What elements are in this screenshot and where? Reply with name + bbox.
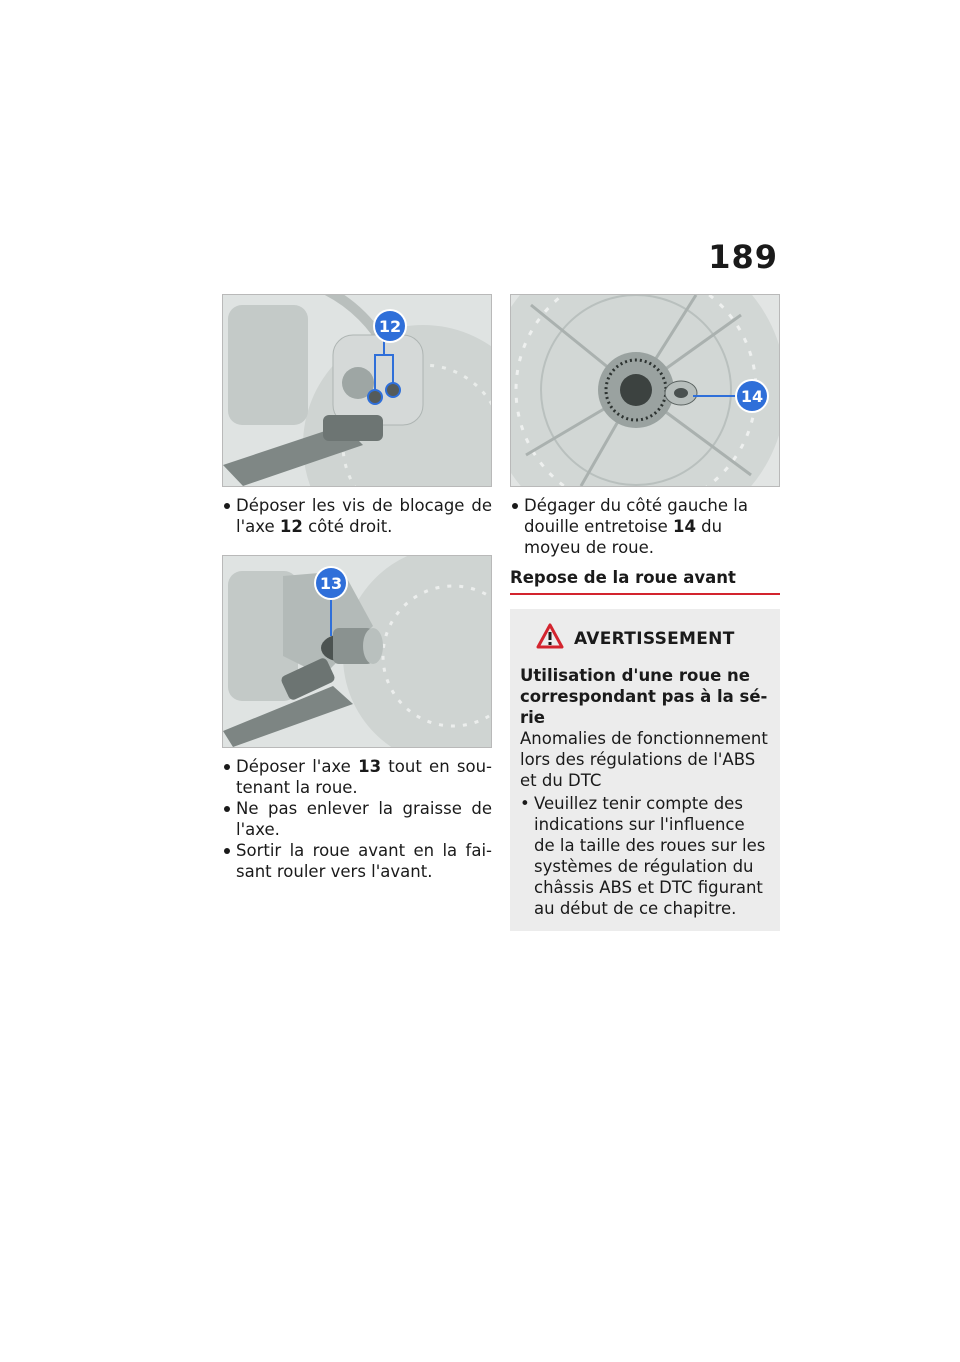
step-keep-grease: Ne pas enlever la graisse de l'axe. [222,798,492,840]
figure-front-axle [222,555,492,748]
ref-14: 14 [672,517,696,536]
step-remove-clamp-bolts: Déposer les vis de blocage de l'axe 12 côté droit. [222,495,492,537]
warning-label: AVERTISSEMENT [574,628,735,649]
figure-spacer-sleeve [510,294,780,487]
step-remove-spacer: Dégager du côté gauche la douille entretoise 14 du moyeu de roue. [510,495,780,558]
left-column [222,294,492,882]
callout-13-badge: 13 [316,568,346,598]
warning-triangle-icon [536,623,564,655]
section-title: Repose de la roue avant [510,568,780,595]
step-remove-axle: Déposer l'axe 13 tout en sou-tenant la roue. [222,756,492,798]
callout-14-badge: 14 [737,381,767,411]
page-number: 189 [708,238,778,276]
warning-header [520,623,770,655]
ref-12: 12 [279,517,303,536]
warning-body: Anomalies de fonctionnement lors des régulations de l'ABS et du DTC [520,729,768,790]
warning-title: Utilisation d'une roue ne correspondant pas à la sé-rie [520,666,768,727]
steps-list-2 [222,756,492,882]
figure-axle-clamp-bolts [222,294,492,487]
ref-13: 13 [358,757,382,776]
steps-list-3 [510,495,780,558]
warning-box [510,609,780,931]
right-column [510,294,780,931]
step-roll-wheel-out: Sortir la roue avant en la fai-sant rouler vers l'avant. [222,840,492,882]
warning-list [520,793,770,919]
steps-list-1 [222,495,492,537]
callout-12-badge: 12 [375,311,405,341]
warning-bullet: • Veuillez tenir compte des indications sur l'influence de la taille des roues sur les systèmes de régulation du châssis ABS et DTC figurant au début de ce chapitre. [520,793,770,919]
